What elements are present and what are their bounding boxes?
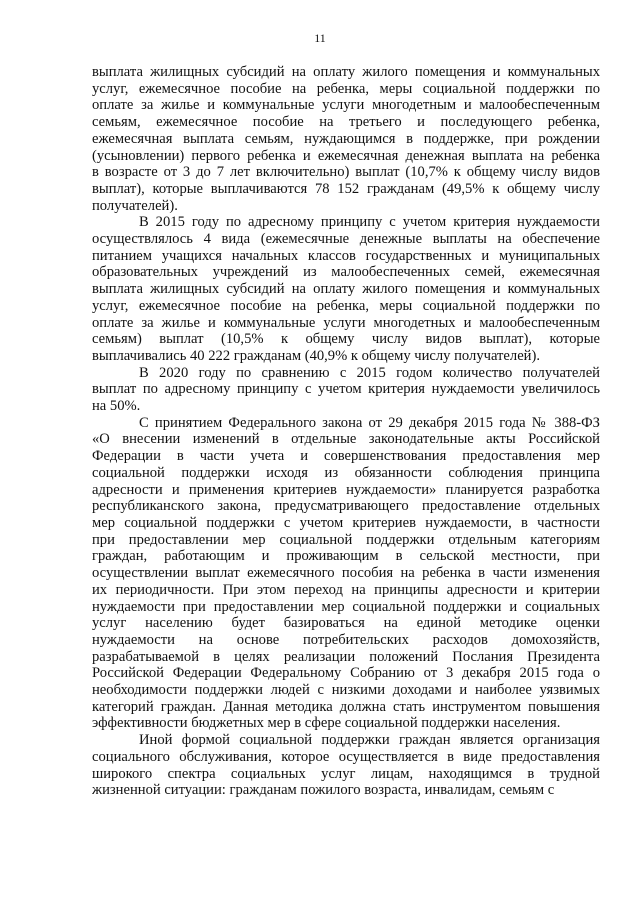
text-line: республиканского закона, предусматривающего предоставление отдельных: [92, 498, 600, 515]
text-line: Российской Федерации Федеральному Собранию от 3 декабря 2015 года о: [92, 665, 600, 682]
text-line: оплате за жилье и коммунальные услуги многодетных и малообеспеченным: [92, 314, 600, 331]
text-line: выплат), которые выплачиваются 78 152 гражданам (49,5% к общему числу: [92, 180, 600, 197]
text-line: выплата жилищных субсидий на оплату жилого помещения и коммунальных: [92, 281, 600, 298]
page-number: 11: [314, 31, 326, 45]
text-line: ежемесячная выплата семьям, нуждающимся в поддержке, при рождении: [92, 130, 600, 147]
text-line: эффективности бюджетных мер в сфере социальной поддержки населения.: [92, 715, 561, 732]
text-line: «О внесении изменений в отдельные законодательные акты Российской: [92, 431, 600, 448]
text-line: адресности и применения критериев нуждаемости» планируется разработка: [92, 481, 600, 498]
body-paragraph: [92, 415, 600, 732]
text-line: семьям) выплат (10,5% к общему числу видов выплат), которые: [92, 331, 600, 348]
text-line: категорий граждан. Данная методика должна стать инструментом повышения: [92, 698, 600, 715]
text-line: получателей).: [92, 197, 178, 214]
text-line: в возрасте от 3 до 7 лет включительно) выплат (10,7% к общему числу видов: [92, 164, 600, 181]
text-line: необходимости поддержки людей с низкими доходами и наиболее уязвимых: [92, 682, 600, 699]
document-body: [92, 64, 600, 799]
text-line: выплат по адресному принципу с учетом критерия нуждаемости увеличилось: [92, 381, 600, 398]
text-line: жизненной ситуации: гражданам пожилого возраста, инвалидам, семьям с: [92, 782, 555, 799]
body-paragraph: [92, 365, 600, 415]
text-line: нуждаемости при предоставлении мер социальной поддержки и социальных: [92, 598, 600, 615]
text-line: услуг, ежемесячное пособие на ребенка, меры социальной поддержки по: [92, 80, 600, 97]
text-line: В 2015 году по адресному принципу с учетом критерия нуждаемости: [139, 214, 600, 231]
text-line: образовательных учреждений из малообеспеченных семей, ежемесячная: [92, 264, 600, 281]
text-line: при предоставлении мер социальной поддержки отдельным категориям: [92, 531, 600, 548]
text-line: выплата жилищных субсидий на оплату жилого помещения и коммунальных: [92, 64, 600, 80]
body-paragraph: [92, 732, 600, 799]
text-line: мер социальной поддержки с учетом критериев нуждаемости, в частности: [92, 514, 600, 531]
text-line: услуг населению будет базироваться на единой методике оценки: [92, 615, 600, 632]
text-line: социального обслуживания, которое осуществляется в виде предоставления: [92, 748, 600, 765]
text-line: социальной поддержки исходя из обязанности соблюдения принципа: [92, 464, 600, 481]
text-line: граждан, работающим и проживающим в сельской местности, при: [92, 548, 600, 565]
text-line: услуг, ежемесячное пособие на ребенка, меры социальной поддержки по: [92, 297, 600, 314]
text-line: С принятием Федерального закона от 29 декабря 2015 года № 388-ФЗ: [139, 414, 600, 431]
text-line: осуществлялось 4 вида (ежемесячные денежные выплаты на обеспечение: [92, 231, 600, 248]
text-line: семьям, ежемесячное пособие на третьего и последующего ребенка,: [92, 114, 600, 131]
text-line: питанием учащихся начальных классов государственных и муниципальных: [92, 247, 600, 264]
text-line: осуществлении выплат ежемесячного пособия на ребенка в части изменения: [92, 565, 600, 582]
text-line: разрабатываемой в целях реализации положений Послания Президента: [92, 648, 600, 665]
body-paragraph: [92, 214, 600, 364]
text-line: В 2020 году по сравнению с 2015 годом количество получателей: [139, 364, 600, 381]
text-line: Федерации в части учета и совершенствования предоставления мер: [92, 448, 600, 465]
text-line: выплачивались 40 222 гражданам (40,9% к общему числу получателей).: [92, 347, 540, 364]
text-line: их периодичности. При этом переход на принципы адресности и критерии: [92, 581, 600, 598]
text-line: широкого спектра социальных услуг лицам, находящимся в трудной: [92, 765, 600, 782]
body-paragraph: [92, 64, 600, 214]
text-line: (усыновлении) первого ребенка и ежемесячная денежная выплата на ребенка: [92, 147, 600, 164]
text-line: оплате за жилье и коммунальные услуги многодетным и малообеспеченным: [92, 97, 600, 114]
text-line: нуждаемости на основе потребительских расходов домохозяйств,: [92, 631, 600, 648]
text-line: на 50%.: [92, 398, 141, 415]
text-line: Иной формой социальной поддержки граждан является организация: [139, 732, 600, 749]
